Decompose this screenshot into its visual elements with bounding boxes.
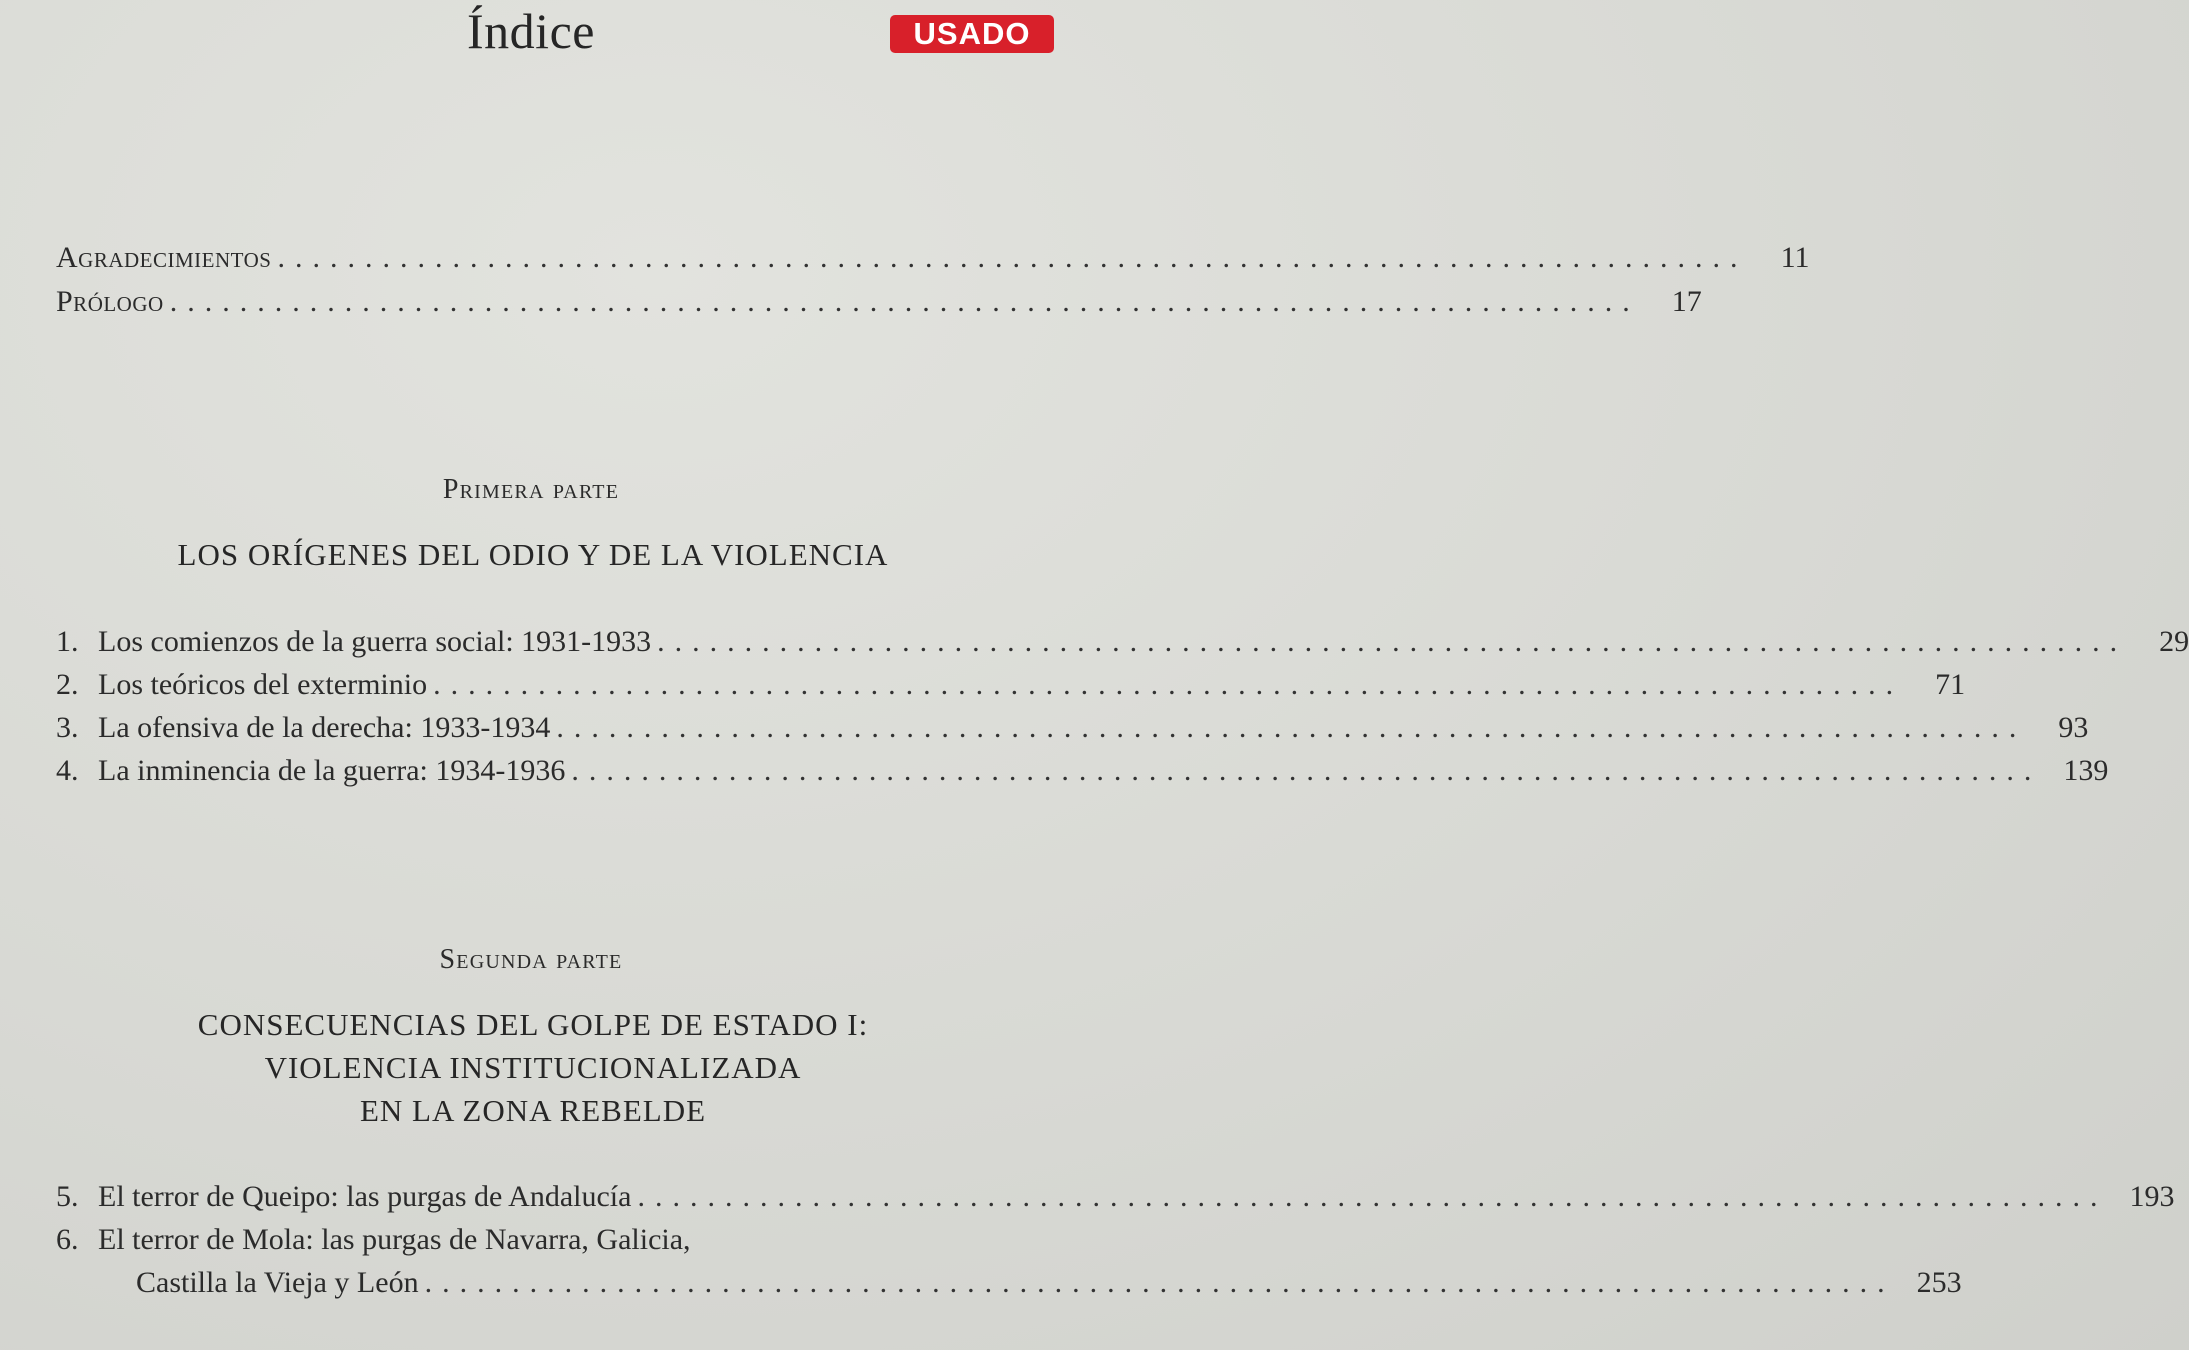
- part-title: LOS ORÍGENES DEL ODIO Y DE LA VIOLENCIA: [177, 537, 889, 572]
- dot-leader: ....................................................................................: [556, 711, 2027, 744]
- chapter-title: La inminencia de la guerra: 1934-1936: [98, 754, 566, 787]
- chapter-title: Los comienzos de la guerra social: 1931-1933: [98, 625, 652, 658]
- toc-entry-prologue: [56, 280, 1702, 324]
- chapter-title-continued: Castilla la Vieja y León: [136, 1266, 419, 1299]
- dot-leader: ....................................................................................: [277, 241, 1748, 274]
- toc-chapter-4: [56, 749, 2109, 793]
- part-kicker: Segunda parte: [439, 944, 623, 975]
- dot-leader: ....................................................................................: [169, 285, 1640, 318]
- toc-chapter-6: [56, 1218, 1010, 1262]
- chapter-number: 1.: [56, 625, 79, 658]
- chapter-number: 3.: [56, 711, 79, 744]
- index-title: Índice: [467, 3, 595, 59]
- chapter-number: 6.: [56, 1223, 79, 1256]
- chapter-number: 2.: [56, 668, 79, 701]
- dot-leader: ....................................................................................: [424, 1266, 1895, 1299]
- toc-chapter-6-continuation: [136, 1261, 1962, 1305]
- part-kicker: Primera parte: [442, 474, 620, 505]
- chapter-title: La ofensiva de la derecha: 1933-1934: [98, 711, 551, 744]
- used-badge: USADO: [890, 15, 1054, 53]
- dot-leader: ....................................................................................: [433, 668, 1904, 701]
- toc-page-number: 139: [2063, 754, 2109, 787]
- toc-chapter-1: [56, 620, 2189, 664]
- chapter-title: Los teóricos del exterminio: [98, 668, 428, 701]
- toc-page-number: 29: [2159, 625, 2189, 658]
- part-title-line-3: EN LA ZONA REBELDE: [359, 1093, 707, 1128]
- dot-leader: ....................................................................................: [657, 625, 2128, 658]
- toc-page-number: 253: [1916, 1266, 1962, 1299]
- toc-entry-acknowledgements: [56, 236, 1810, 280]
- part-title-line-1: CONSECUENCIAS DEL GOLPE DE ESTADO I:: [197, 1007, 869, 1042]
- dot-leader: ....................................................................................: [637, 1180, 2108, 1213]
- chapter-title: El terror de Mola: las purgas de Navarra, Galicia,: [98, 1223, 691, 1256]
- toc-chapter-2: [56, 663, 1966, 707]
- part-title-line-2: VIOLENCIA INSTITUCIONALIZADA: [264, 1050, 802, 1085]
- toc-page-number: 17: [1671, 285, 1702, 318]
- toc-entry-label: Prólogo: [56, 285, 164, 318]
- toc-page-number: 11: [1780, 241, 1810, 274]
- toc-page-number: 71: [1935, 668, 1966, 701]
- toc-entry-label: Agradecimientos: [56, 241, 272, 274]
- toc-page-number: 193: [2129, 1180, 2175, 1213]
- chapter-number: 5.: [56, 1180, 79, 1213]
- toc-chapter-5: [56, 1175, 2175, 1219]
- chapter-number: 4.: [56, 754, 79, 787]
- chapter-title: El terror de Queipo: las purgas de Andalucía: [98, 1180, 632, 1213]
- toc-page-number: 93: [2058, 711, 2089, 744]
- toc-chapter-3: [56, 706, 2089, 750]
- dot-leader: ....................................................................................: [571, 754, 2042, 787]
